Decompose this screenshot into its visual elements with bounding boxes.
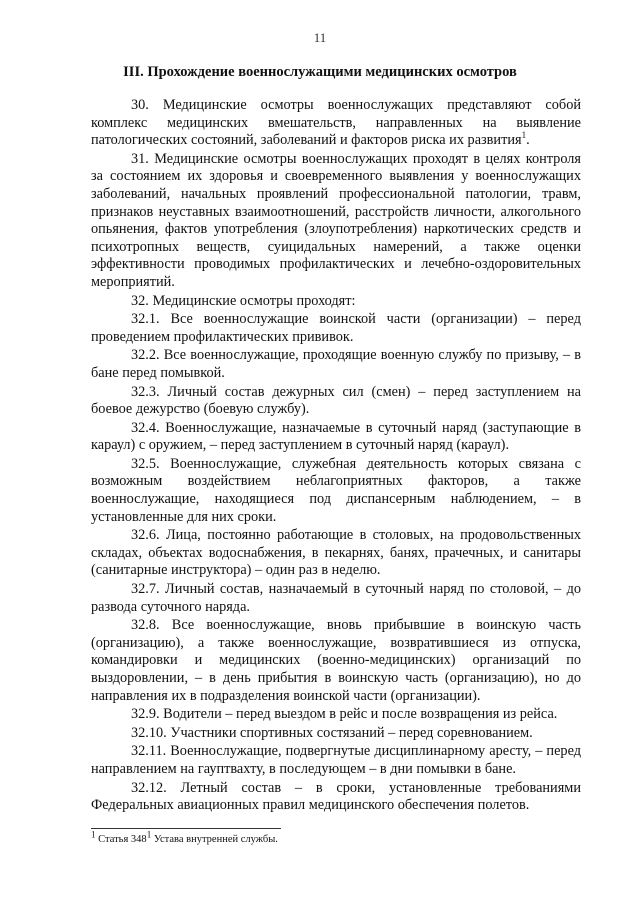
footnote-reference[interactable]: 1 xyxy=(521,130,527,141)
paragraph-32-4: 32.4. Военнослужащие, назначаемые в суточный наряд (заступающие в караул) с оружием, – перед заступлением в суточный наряд (караул). xyxy=(91,419,581,454)
paragraph-32-3: 32.3. Личный состав дежурных сил (смен) – перед заступлением на боевое дежурство (боевую службу). xyxy=(91,383,581,418)
section-title: III. Прохождение военнослужащими медицинских осмотров xyxy=(123,64,517,80)
paragraph-32-11: 32.11. Военнослужащие, подвергнутые дисциплинарному аресту, – перед направлением на гауптвахту, в последующем – в дни помывки в бане. xyxy=(91,743,581,777)
footnote: $^1$ Статья $348^1$ Устава внутренней службы. xyxy=(91,829,278,845)
footnote-mark: 1 xyxy=(91,829,96,840)
page-number: 11 xyxy=(313,30,327,45)
paragraph-32-2: 32.2. Все военнослужащие, проходящие военную службу по призыву, – в бане перед помывкой. xyxy=(91,347,581,381)
paragraph-32-10: 32.10. Участники спортивных состязаний – перед соревнованием. xyxy=(131,724,533,741)
paragraph-32-5: 32.5. Военнослужащие, служебная деятельность которых связана с возможным воздействием неблагоприятных факторов, а также военнослужащие, находящиеся под диспансерным наблюдением, – в установленные для них сроки. xyxy=(91,455,581,525)
paragraph-32-6: 32.6. Лица, постоянно работающие в столовых, на продовольственных складах, объектах водоснабжения, в пекарнях, банях, прачечных, и санитары (санитарные инструктора) – один раз в неделю. xyxy=(91,527,581,579)
footnote-divider xyxy=(91,828,281,829)
paragraph-32-9: 32.9. Водители – перед выездом в рейс и после возвращения из рейса. xyxy=(131,706,558,723)
paragraph-30: 30. Медицинские осмотры военнослужащих представляют собой комплекс медицинских вмешательств, направленных на выявление патологических состояний, заболеваний и факторов риска их развития$^1$. xyxy=(91,97,581,149)
paragraph-32-1: 32.1. Все военнослужащие воинской части (организации) – перед проведением профилактических прививок. xyxy=(91,311,581,345)
paragraph-32-7: 32.7. Личный состав, назначаемый в суточный наряд по столовой, – до развода суточного наряда. xyxy=(91,581,581,615)
paragraph-31: 31. Медицинские осмотры военнослужащих проходят в целях контроля за состоянием их здоровья и своевременного выявления у военнослужащих заболеваний, начальных проявлений профессиональной патологии, травм, признаков неуставных взаимоотношений, расстройств личности, алкогольного опьянения, фактов употребления (злоупотребления) наркотических средств и психотропных веществ, суицидальных намерений, а также оценки эффективности проводимых профилактических и лечебно-оздоровительных мероприятий. xyxy=(91,150,581,290)
paragraph-32: 32. Медицинские осмотры проходят: xyxy=(131,292,356,309)
paragraph-32-12: 32.12. Летный состав – в сроки, установленные требованиями Федеральных авиационных правил медицинского обеспечения полетов. xyxy=(91,779,581,814)
paragraph-32-8: 32.8. Все военнослужащие, вновь прибывшие в воинскую часть (организацию), а также военнослужащие, возвратившиеся из отпуска, командировки и медицинских (военно-медицинских) организаций по выздоровлении, – в день прибытия в воинскую часть (организацию), но до направления их в подразделения воинской части (организации). xyxy=(91,617,581,704)
footnote-inner-sup: 1 xyxy=(146,829,152,840)
document-body xyxy=(91,97,581,816)
